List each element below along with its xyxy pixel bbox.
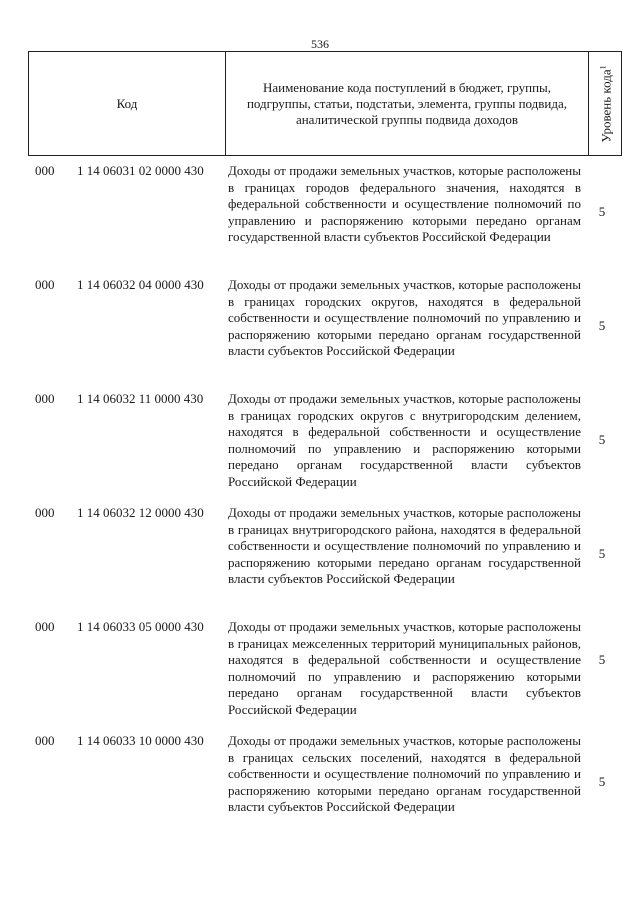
row-admin-code: 000 <box>35 391 55 406</box>
row-revenue-code: 1 14 06032 11 0000 430 <box>77 391 204 406</box>
table-body <box>28 163 612 847</box>
row-name: Доходы от продажи земельных участков, которые расположены в границах внутригородского района, находятся в федеральной собственности и осуществление полномочий по управлению и распоряжению которыми передано органам государственной власти субъектов Российской Федерации <box>228 505 581 587</box>
row-revenue-code: 1 14 06033 05 0000 430 <box>77 619 204 634</box>
row-admin-code: 000 <box>35 505 55 520</box>
row-level: 5 <box>598 204 606 219</box>
table-row <box>28 277 612 391</box>
row-revenue-code: 1 14 06032 12 0000 430 <box>77 505 204 520</box>
table-row <box>28 733 612 847</box>
table-row <box>28 163 612 277</box>
row-admin-code: 000 <box>35 733 55 748</box>
table-header <box>28 51 622 156</box>
row-name: Доходы от продажи земельных участков, которые расположены в границах межселенных территорий муниципальных районов, находятся в федеральной собственности и осуществление полномочий по управлению и распоряжению которыми передано органам государственной власти субъектов Российской Федерации <box>228 619 581 717</box>
row-admin-code: 000 <box>35 163 55 178</box>
row-name: Доходы от продажи земельных участков, которые расположены в границах городских округов, находятся в федеральной собственности и осуществление полномочий по управлению и распоряжению которыми передано органам государственной власти субъектов Российской Федерации <box>228 277 581 359</box>
row-name: Доходы от продажи земельных участков, которые расположены в границах сельских поселений, находятся в федеральной собственности и осуществление полномочий по управлению и распоряжению которыми передано органам государственной власти субъектов Российской Федерации <box>228 733 581 815</box>
row-revenue-code: 1 14 06032 04 0000 430 <box>77 277 204 292</box>
row-admin-code: 000 <box>35 619 55 634</box>
header-level <box>589 52 622 156</box>
row-level: 5 <box>598 652 606 667</box>
row-revenue-code: 1 14 06031 02 0000 430 <box>77 163 204 178</box>
header-level-label <box>595 65 614 142</box>
header-level-footnote: 1 <box>598 64 608 69</box>
table-row <box>28 505 612 619</box>
row-name: Доходы от продажи земельных участков, которые расположены в границах городских округов с внутригородским делением, находятся в федеральной собственности и осуществление полномочий по управлению и распоряжению которыми передано органам государственной власти субъектов Российской Федерации <box>228 391 581 489</box>
row-level: 5 <box>598 546 606 561</box>
page-number: 536 <box>311 37 329 51</box>
row-name: Доходы от продажи земельных участков, которые расположены в границах городов федерального значения, находятся в федеральной собственности и осуществление полномочий по управлению и распоряжению которыми передано органам государственной власти субъектов Российской Федерации <box>228 163 581 245</box>
table-row <box>28 619 612 733</box>
row-level: 5 <box>598 318 606 333</box>
header-level-text: Уровень кода <box>598 68 614 143</box>
row-revenue-code: 1 14 06033 10 0000 430 <box>77 733 204 748</box>
table-row <box>28 391 612 505</box>
row-admin-code: 000 <box>35 277 55 292</box>
header-name: Наименование кода поступлений в бюджет, группы, подгруппы, статьи, подстатьи, элемента, группы подвида, аналитической группы подвида доходов <box>226 52 589 156</box>
header-code: Код <box>29 52 226 156</box>
row-level: 5 <box>598 432 606 447</box>
row-level: 5 <box>598 774 606 789</box>
